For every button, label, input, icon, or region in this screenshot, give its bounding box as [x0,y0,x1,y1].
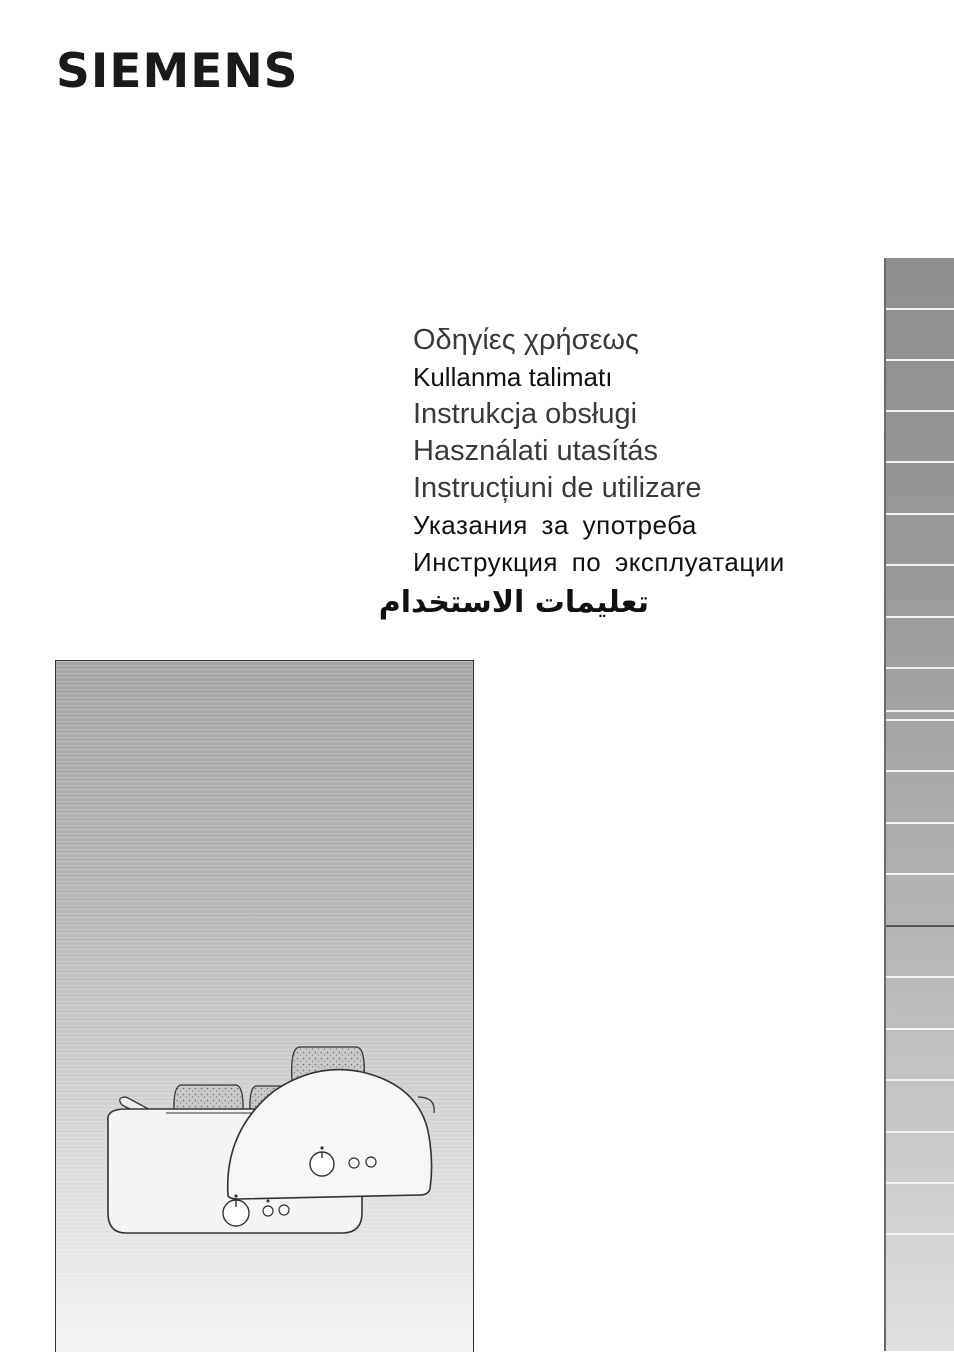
illustration-panel [55,660,474,1352]
title-arabic: تعليمات الاستخدام [378,585,649,620]
language-titles [378,322,873,625]
title-bulgarian: Указания за употреба [413,510,697,540]
title-greek: Οδηγίες χρήσεως [413,324,640,356]
title-hungarian: Használati utasítás [413,435,659,467]
title-romanian: Instrucțiuni de utilizare [413,472,702,504]
language-tab-strip [884,258,954,1351]
title-polish: Instrukcja obsługi [413,398,638,430]
siemens-logo: SIEMENS [56,44,299,99]
title-russian: Инструкция по эксплуатации [413,547,785,577]
title-turkish: Kullanma talimatı [413,362,613,392]
toaster-icon [56,661,473,1352]
